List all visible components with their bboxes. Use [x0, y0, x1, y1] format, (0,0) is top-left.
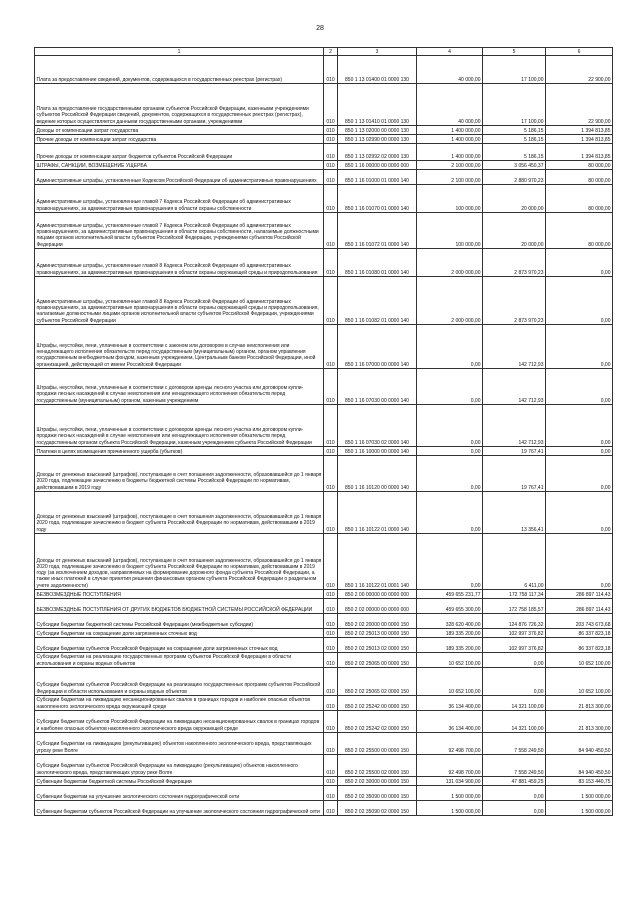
row-name: Прочие доходы от компенсации затрат бюджетов субъектов Российской Федерации: [35, 144, 324, 161]
table-row: [35, 786, 613, 801]
row-name: Платежи в целях возмещения причиненного ущерба (убытков): [35, 447, 324, 456]
row-line-code: 010: [324, 755, 338, 777]
table-row: [35, 534, 613, 590]
row-name: ШТРАФЫ, САНКЦИИ, ВОЗМЕЩЕНИЕ УЩЕРБА: [35, 161, 324, 170]
row-approved-amount: 40 000,00: [417, 56, 483, 84]
table-row: [35, 185, 613, 213]
row-approved-amount: 1 500 000,00: [417, 801, 483, 816]
row-executed-amount: 5 186,15: [483, 144, 546, 161]
row-name: Субсидии бюджетам на ликвидацию несанкционированных свалок в границах городов и наиболее опасных объектов накопленного экологического вреда окружающей среде: [35, 696, 324, 711]
row-unexecuted-amount: 22 900,00: [546, 84, 613, 126]
row-approved-amount: 2 000 000,00: [417, 249, 483, 277]
row-approved-amount: 2 100 000,00: [417, 161, 483, 170]
row-name: Доходы от денежных взысканий (штрафов), поступающие в счет погашения задолженности, образовавшейся до 1 января 2020 года, подлежащие зачислению в бюджеты бюджетной системы Российской Федерации по нормативам, действовавшим в 2019 году: [35, 456, 324, 492]
row-line-code: 010: [324, 777, 338, 786]
row-budget-code: 850 1 16 01000 01 0000 140: [338, 170, 417, 185]
row-approved-amount: 1 400 000,00: [417, 126, 483, 135]
row-budget-code: 850 1 16 10120 00 0000 140: [338, 456, 417, 492]
row-approved-amount: 0,00: [417, 456, 483, 492]
table-row: [35, 638, 613, 653]
row-name: Доходы от денежных взысканий (штрафов), поступающие в счет погашения задолженности, образовавшейся до 1 января 2020 года, подлежащие зачислению в бюджет субъекта Российской Федерации по нормативам, действовавшим в 2019 году (за исключением доходов, направляемых на формирование дорожного фонда субъекта Российской Федерации, а также иных платежей в случае принятия решения финансовым органом субъекта Российской Федерации о раздельном учете задолженности): [35, 534, 324, 590]
column-header: 6: [546, 48, 613, 56]
row-unexecuted-amount: 0,00: [546, 249, 613, 277]
row-executed-amount: 14 321 100,00: [483, 711, 546, 733]
row-unexecuted-amount: 1 394 813,85: [546, 126, 613, 135]
row-approved-amount: 1 500 000,00: [417, 786, 483, 801]
table-row: [35, 492, 613, 534]
row-approved-amount: 100 000,00: [417, 185, 483, 213]
row-name: БЕЗВОЗМЕЗДНЫЕ ПОСТУПЛЕНИЯ: [35, 590, 324, 599]
row-line-code: 010: [324, 614, 338, 629]
row-line-code: 010: [324, 161, 338, 170]
row-line-code: 010: [324, 534, 338, 590]
row-line-code: 010: [324, 599, 338, 614]
row-name: Субсидии бюджетам бюджетной системы Российской Федерации (межбюджетные субсидии): [35, 614, 324, 629]
row-name: Штрафы, неустойки, пени, уплаченные в соответствии с законом или договором в случае неисполнения или ненадлежащего исполнения обязательств перед государственным (муниципальным) органом, органом управления государственным внебюджетным фондом, казенным учреждением, Центральным банком Российской Федерации, иной организацией, действующей от имени Российской Федерации: [35, 325, 324, 369]
row-name: Субвенции бюджетам бюджетной системы Российской Федерации: [35, 777, 324, 786]
row-unexecuted-amount: 86 337 823,18: [546, 629, 613, 638]
row-budget-code: 850 1 16 07030 02 0000 140: [338, 405, 417, 447]
row-name: Субсидии бюджетам субъектов Российской Федерации на сокращение доли загрязненных сточных вод: [35, 638, 324, 653]
row-line-code: 010: [324, 249, 338, 277]
table-row: [35, 755, 613, 777]
row-unexecuted-amount: 0,00: [546, 534, 613, 590]
row-executed-amount: 0,00: [483, 668, 546, 696]
row-unexecuted-amount: 80 000,00: [546, 170, 613, 185]
row-line-code: 010: [324, 590, 338, 599]
table-row: [35, 801, 613, 816]
row-budget-code: 850 2 02 25242 00 0000 150: [338, 696, 417, 711]
row-approved-amount: 0,00: [417, 447, 483, 456]
row-unexecuted-amount: 21 813 300,00: [546, 711, 613, 733]
row-budget-code: 850 1 13 02992 02 0000 130: [338, 144, 417, 161]
table-row: [35, 696, 613, 711]
row-unexecuted-amount: 21 813 300,00: [546, 696, 613, 711]
row-budget-code: 850 2 02 35090 00 0000 150: [338, 786, 417, 801]
table-row: [35, 614, 613, 629]
row-line-code: 010: [324, 170, 338, 185]
row-line-code: 010: [324, 185, 338, 213]
row-approved-amount: 36 134 400,00: [417, 711, 483, 733]
table-row: [35, 144, 613, 161]
row-budget-code: 850 2 02 25065 00 0000 150: [338, 653, 417, 668]
row-name: Субвенции бюджетам на улучшение экологического состояния гидрографической сети: [35, 786, 324, 801]
row-executed-amount: 3 056 450,37: [483, 161, 546, 170]
row-line-code: 010: [324, 456, 338, 492]
row-executed-amount: 5 186,15: [483, 135, 546, 144]
row-line-code: 010: [324, 213, 338, 249]
row-line-code: 010: [324, 653, 338, 668]
row-unexecuted-amount: 0,00: [546, 405, 613, 447]
row-unexecuted-amount: 286 897 114,43: [546, 599, 613, 614]
row-budget-code: 850 1 16 01072 01 0000 140: [338, 213, 417, 249]
row-line-code: 010: [324, 696, 338, 711]
row-budget-code: 850 1 16 10000 00 0000 140: [338, 447, 417, 456]
row-budget-code: 850 1 16 01080 01 0000 140: [338, 249, 417, 277]
row-budget-code: 850 2 02 35090 02 0000 150: [338, 801, 417, 816]
row-approved-amount: 459 655 300,00: [417, 599, 483, 614]
table-row: [35, 249, 613, 277]
row-approved-amount: 189 335 200,00: [417, 638, 483, 653]
row-budget-code: 850 1 16 07000 00 0000 140: [338, 325, 417, 369]
row-unexecuted-amount: 80 000,00: [546, 185, 613, 213]
row-unexecuted-amount: 203 743 673,68: [546, 614, 613, 629]
row-name: Штрафы, неустойки, пени, уплаченные в соответствии с договором аренды лесного участка или договором купли-продажи лесных насаждений в случае неисполнения или ненадлежащего исполнения обязательств перед государственным органом субъекта Российской Федерации, казенным учреждением субъекта Российской Федерации: [35, 405, 324, 447]
row-budget-code: 850 2 02 25500 02 0000 150: [338, 755, 417, 777]
row-name: Субсидии бюджетам на ликвидацию (рекультивацию) объектов накопленного экологического вреда, представляющих угрозу реке Волге: [35, 733, 324, 755]
row-executed-amount: 6 411,00: [483, 534, 546, 590]
row-unexecuted-amount: 86 337 823,18: [546, 638, 613, 653]
column-header: 4: [417, 48, 483, 56]
row-line-code: 010: [324, 711, 338, 733]
column-header: 2: [324, 48, 338, 56]
row-line-code: 010: [324, 135, 338, 144]
table-row: [35, 777, 613, 786]
row-approved-amount: 0,00: [417, 405, 483, 447]
column-header: 1: [35, 48, 324, 56]
row-executed-amount: 142 712,93: [483, 369, 546, 405]
row-executed-amount: 2 880 970,23: [483, 170, 546, 185]
row-unexecuted-amount: 84 940 450,50: [546, 733, 613, 755]
row-name: Субсидии бюджетам субъектов Российской Федерации на реализацию государственных программ субъектов Российской Федерации в области использования и охраны водных объектов: [35, 668, 324, 696]
table-row: [35, 161, 613, 170]
row-executed-amount: 124 876 726,32: [483, 614, 546, 629]
row-line-code: 010: [324, 325, 338, 369]
row-executed-amount: 2 873 970,23: [483, 277, 546, 325]
row-budget-code: 850 1 16 01082 01 0000 140: [338, 277, 417, 325]
row-budget-code: 850 2 02 25242 02 0000 150: [338, 711, 417, 733]
row-name: Административные штрафы, установленные Кодексом Российской Федерации об административных правонарушениях: [35, 170, 324, 185]
row-line-code: 010: [324, 277, 338, 325]
table-row: [35, 369, 613, 405]
row-approved-amount: 1 400 000,00: [417, 144, 483, 161]
row-approved-amount: 10 652 100,00: [417, 668, 483, 696]
column-header: 3: [338, 48, 417, 56]
column-number-row: [35, 48, 613, 56]
row-approved-amount: 2 000 000,00: [417, 277, 483, 325]
row-budget-code: 850 2 02 25013 00 0000 150: [338, 629, 417, 638]
row-unexecuted-amount: 1 394 813,85: [546, 144, 613, 161]
row-budget-code: 850 1 13 01400 01 0000 130: [338, 56, 417, 84]
row-approved-amount: 0,00: [417, 325, 483, 369]
row-unexecuted-amount: 83 153 440,75: [546, 777, 613, 786]
row-line-code: 010: [324, 126, 338, 135]
row-line-code: 010: [324, 144, 338, 161]
row-executed-amount: 142 712,93: [483, 405, 546, 447]
row-name: Субвенции бюджетам субъектов Российской Федерации на улучшение экологического состояния гидрографической сети: [35, 801, 324, 816]
row-name: Административные штрафы, установленные главой 8 Кодекса Российской Федерации об административных правонарушениях, за административные правонарушения в области охраны окружающей среды и природопользования: [35, 249, 324, 277]
row-executed-amount: 172 758 185,57: [483, 599, 546, 614]
row-line-code: 010: [324, 668, 338, 696]
table-row: [35, 590, 613, 599]
row-line-code: 010: [324, 369, 338, 405]
row-budget-code: 850 2 02 30000 00 0000 150: [338, 777, 417, 786]
row-line-code: 010: [324, 733, 338, 755]
row-unexecuted-amount: 0,00: [546, 447, 613, 456]
row-name: Плата за предоставление сведений, документов, содержащихся в государственных реестрах (регистрах): [35, 56, 324, 84]
row-budget-code: 850 2 02 25065 02 0000 150: [338, 668, 417, 696]
table-row: [35, 668, 613, 696]
row-name: Субсидии бюджетам субъектов Российской Федерации на ликвидацию несанкционированных свалок в границах городов и наиболее опасных объектов накопленного экологического вреда окружающей среде: [35, 711, 324, 733]
row-line-code: 010: [324, 629, 338, 638]
row-unexecuted-amount: 1 394 813,85: [546, 135, 613, 144]
row-budget-code: 850 1 16 00000 00 0000 000: [338, 161, 417, 170]
row-line-code: 010: [324, 447, 338, 456]
row-approved-amount: 459 655 231,77: [417, 590, 483, 599]
row-unexecuted-amount: 286 897 114,43: [546, 590, 613, 599]
row-unexecuted-amount: 84 940 450,50: [546, 755, 613, 777]
row-unexecuted-amount: 0,00: [546, 456, 613, 492]
row-executed-amount: 142 712,93: [483, 325, 546, 369]
row-executed-amount: 17 100,00: [483, 56, 546, 84]
row-name: Штрафы, неустойки, пени, уплаченные в соответствии с договором аренды лесного участка или договором купли-продажи лесных насаждений в случае неисполнения или ненадлежащего исполнения обязательств перед государственным (муниципальным) органом, казенным учреждением: [35, 369, 324, 405]
row-name: Субсидии бюджетам на реализацию государственных программ субъектов Российской Федерации в области использования и охраны водных объектов: [35, 653, 324, 668]
row-executed-amount: 172 758 117,34: [483, 590, 546, 599]
row-executed-amount: 2 873 970,23: [483, 249, 546, 277]
row-executed-amount: 0,00: [483, 653, 546, 668]
row-approved-amount: 328 620 400,00: [417, 614, 483, 629]
row-unexecuted-amount: 10 652 100,00: [546, 668, 613, 696]
row-budget-code: 850 2 02 25500 00 0000 150: [338, 733, 417, 755]
row-approved-amount: 10 652 100,00: [417, 653, 483, 668]
row-executed-amount: 47 881 459,25: [483, 777, 546, 786]
row-budget-code: 850 1 13 02990 00 0000 130: [338, 135, 417, 144]
row-budget-code: 850 1 16 10122 01 0001 140: [338, 534, 417, 590]
row-budget-code: 850 1 16 10122 01 0000 140: [338, 492, 417, 534]
table-row: [35, 599, 613, 614]
table-row: [35, 456, 613, 492]
row-name: Административные штрафы, установленные главой 8 Кодекса Российской Федерации об административных правонарушениях, за административные правонарушения в области охраны окружающей среды и природопользования, налагаемые должностными лицами органов исполнительной власти субъектов Российской Федерации, учреждениями субъектов Российской Федерации: [35, 277, 324, 325]
table-row: [35, 84, 613, 126]
row-executed-amount: 20 000,00: [483, 213, 546, 249]
row-unexecuted-amount: 0,00: [546, 369, 613, 405]
row-line-code: 010: [324, 492, 338, 534]
row-executed-amount: 19 767,41: [483, 447, 546, 456]
row-approved-amount: 0,00: [417, 534, 483, 590]
table-row: [35, 405, 613, 447]
row-approved-amount: 131 034 900,00: [417, 777, 483, 786]
row-unexecuted-amount: 80 000,00: [546, 161, 613, 170]
table-row: [35, 277, 613, 325]
row-budget-code: 850 1 13 02000 00 0000 130: [338, 126, 417, 135]
row-unexecuted-amount: 22 900,00: [546, 56, 613, 84]
table-row: [35, 629, 613, 638]
row-name: Субсидии бюджетам субъектов Российской Федерации на ликвидацию (рекультивацию) объектов накопленного экологического вреда, представляющих угрозу реке Волге: [35, 755, 324, 777]
row-approved-amount: 1 400 000,00: [417, 135, 483, 144]
row-name: Субсидии бюджетам на сокращение доли загрязненных сточных вод: [35, 629, 324, 638]
row-unexecuted-amount: 0,00: [546, 277, 613, 325]
row-executed-amount: 20 000,00: [483, 185, 546, 213]
row-unexecuted-amount: 10 652 100,00: [546, 653, 613, 668]
row-executed-amount: 7 558 249,50: [483, 755, 546, 777]
table-row: [35, 170, 613, 185]
row-budget-code: 850 1 16 07030 00 0000 140: [338, 369, 417, 405]
row-unexecuted-amount: 80 000,00: [546, 213, 613, 249]
row-unexecuted-amount: 0,00: [546, 492, 613, 534]
row-budget-code: 850 2 02 25013 02 0000 150: [338, 638, 417, 653]
table-row: [35, 213, 613, 249]
table-row: [35, 325, 613, 369]
row-executed-amount: 17 100,00: [483, 84, 546, 126]
row-unexecuted-amount: 1 500 000,00: [546, 786, 613, 801]
row-unexecuted-amount: 0,00: [546, 325, 613, 369]
table-row: [35, 135, 613, 144]
row-executed-amount: 5 186,15: [483, 126, 546, 135]
row-approved-amount: 40 000,00: [417, 84, 483, 126]
row-unexecuted-amount: 1 500 000,00: [546, 801, 613, 816]
row-approved-amount: 92 498 700,00: [417, 755, 483, 777]
row-approved-amount: 0,00: [417, 369, 483, 405]
row-executed-amount: 19 767,41: [483, 456, 546, 492]
row-executed-amount: 102 997 376,82: [483, 629, 546, 638]
table-row: [35, 653, 613, 668]
row-line-code: 010: [324, 84, 338, 126]
row-approved-amount: 189 335 200,00: [417, 629, 483, 638]
row-name: Административные штрафы, установленные главой 7 Кодекса Российской Федерации об административных правонарушениях, за административные правонарушения в области охраны собственности, налагаемые должностными лицами органов исполнительной власти субъектов Российской Федерации, учреждениями субъектов Российской Федерации: [35, 213, 324, 249]
row-executed-amount: 13 356,41: [483, 492, 546, 534]
row-name: Доходы от денежных взысканий (штрафов), поступающие в счет погашения задолженности, образовавшейся до 1 января 2020 года, подлежащие зачислению в бюджет субъекта Российской Федерации по нормативам, действовавшим в 2019 году: [35, 492, 324, 534]
table-row: [35, 733, 613, 755]
row-approved-amount: 36 134 400,00: [417, 696, 483, 711]
table-row: [35, 447, 613, 456]
row-budget-code: 850 1 16 01070 01 0000 140: [338, 185, 417, 213]
row-approved-amount: 92 498 700,00: [417, 733, 483, 755]
row-budget-code: 850 2 02 20000 00 0000 150: [338, 614, 417, 629]
row-name: БЕЗВОЗМЕЗДНЫЕ ПОСТУПЛЕНИЯ ОТ ДРУГИХ БЮДЖЕТОВ БЮДЖЕТНОЙ СИСТЕМЫ РОССИЙСКОЙ ФЕДЕРАЦИИ: [35, 599, 324, 614]
row-name: Административные штрафы, установленные главой 7 Кодекса Российской Федерации об административных правонарушениях, за административные правонарушения в области охраны собственности: [35, 185, 324, 213]
row-executed-amount: 0,00: [483, 801, 546, 816]
row-approved-amount: 0,00: [417, 492, 483, 534]
revenue-table: [34, 47, 613, 816]
table-row: [35, 126, 613, 135]
row-executed-amount: 0,00: [483, 786, 546, 801]
row-line-code: 010: [324, 786, 338, 801]
row-approved-amount: 2 100 000,00: [417, 170, 483, 185]
row-line-code: 010: [324, 56, 338, 84]
row-line-code: 010: [324, 638, 338, 653]
row-budget-code: 850 2 00 00000 00 0000 000: [338, 590, 417, 599]
row-name: Плата за предоставление государственными органами субъектов Российской Федерации, казенными учреждениями субъектов Российской Федерации сведений, документов, содержащихся в государственных реестрах (регистрах), ведение которых осуществляется данными государственными органами, учреждениями: [35, 84, 324, 126]
row-approved-amount: 100 000,00: [417, 213, 483, 249]
row-line-code: 010: [324, 405, 338, 447]
row-line-code: 010: [324, 801, 338, 816]
row-name: Доходы от компенсации затрат государства: [35, 126, 324, 135]
row-budget-code: 850 2 02 00000 00 0000 000: [338, 599, 417, 614]
row-executed-amount: 14 321 100,00: [483, 696, 546, 711]
row-budget-code: 850 1 13 01410 01 0000 130: [338, 84, 417, 126]
row-executed-amount: 7 558 249,50: [483, 733, 546, 755]
column-header: 5: [483, 48, 546, 56]
table-row: [35, 711, 613, 733]
page-number: 28: [316, 25, 324, 32]
table-row: [35, 56, 613, 84]
row-executed-amount: 102 997 376,82: [483, 638, 546, 653]
row-name: Прочие доходы от компенсации затрат государства: [35, 135, 324, 144]
